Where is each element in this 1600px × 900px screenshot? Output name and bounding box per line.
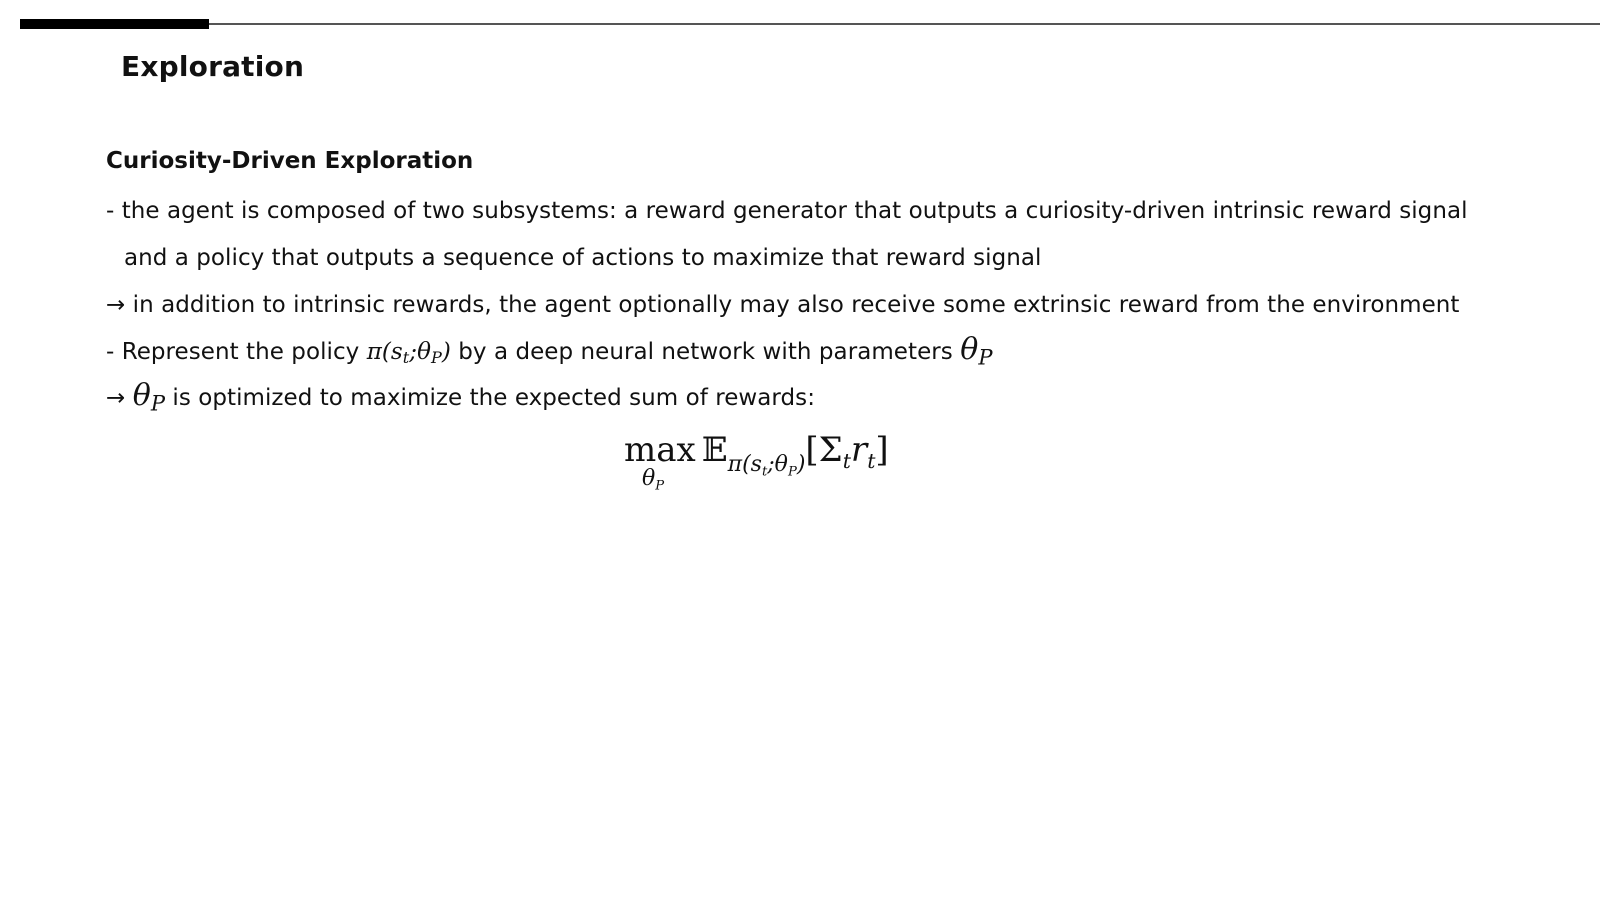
expectation-symbol: 𝔼 [701, 430, 728, 470]
reward-symbol: r [850, 430, 868, 470]
open-bracket: [ [805, 430, 819, 470]
policy-prefix: - Represent the policy [106, 339, 360, 365]
max-operator: max $\theta_P$ [624, 430, 696, 494]
policy-middle: by a deep neural network with parameters [458, 339, 953, 365]
bullet-line-1-continued: and a policy that outputs a sequence of actions to maximize that reward signal [124, 245, 1042, 271]
expectation-subscript: π(st;θP) [727, 452, 806, 480]
reward-subscript: t [867, 449, 876, 474]
title-rule [209, 23, 1600, 25]
section-heading: Curiosity-Driven Exploration [106, 148, 474, 174]
policy-math: $\pi(s_t;\theta_P)$ [366, 339, 451, 368]
close-bracket: ] [875, 430, 889, 470]
arrow-line-extrinsic: → in addition to intrinsic rewards, the agent optionally may also receive some extrinsic reward from the environment [106, 292, 1460, 318]
sigma-symbol: Σ [818, 430, 843, 470]
bullet-line-1: - the agent is composed of two subsystems: a reward generator that outputs a curiosity-driven intrinsic reward signal [106, 198, 1468, 224]
objective-formula [624, 430, 889, 494]
arrow-line-optimize [106, 378, 815, 416]
sigma-subscript: t [842, 449, 851, 474]
max-subscript: $\theta_P$ [642, 466, 665, 494]
bullet-line-policy [106, 332, 993, 370]
title-rule-accent [20, 19, 209, 29]
slide-title: Exploration [121, 50, 305, 83]
optimize-suffix: is optimized to maximize the expected sum of rewards: [172, 385, 815, 411]
theta-p-math: $\theta_P$ [960, 332, 993, 370]
theta-p-math: $\theta_P$ [132, 378, 166, 416]
arrow-icon: → [106, 385, 126, 411]
